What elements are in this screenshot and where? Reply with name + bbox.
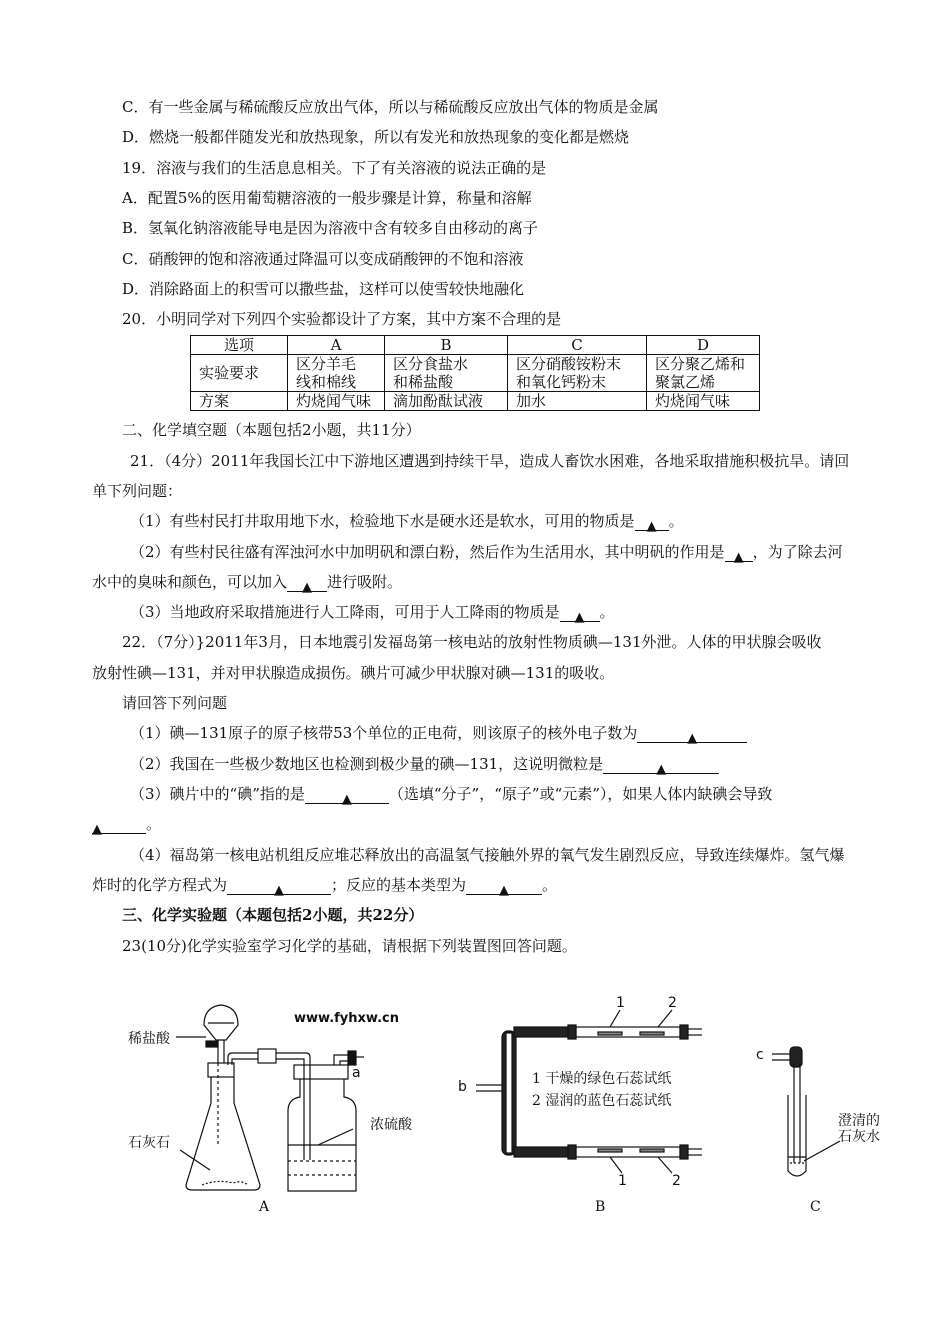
table-header-cell: C	[508, 336, 647, 355]
table-cell: 区分聚乙烯和 聚氯乙烯	[647, 355, 760, 392]
stopcock	[206, 1041, 218, 1047]
table-header-cell: B	[385, 336, 508, 355]
apparatus-c	[772, 1047, 840, 1176]
table-row	[191, 392, 760, 411]
section-heading: 二、化学填空题（本题包括2小题，共11分）	[122, 421, 421, 439]
label-limestone: 石灰石	[128, 1135, 170, 1151]
table-cell: 灼烧闻气味	[288, 392, 385, 411]
q21-stem-cont: 单下列问题：	[92, 482, 183, 500]
label-leader	[180, 1150, 210, 1170]
q18-option-c: C．有一些金属与稀硫酸反应放出气体，所以与稀硫酸反应放出气体的物质是金属	[122, 98, 659, 116]
q22-stem: 22．（7分）}2011年3月，日本地震引发福岛第一核电站的放射性物质碘—131外泄。人体的甲状腺会吸收	[122, 633, 822, 651]
label-leader	[804, 1141, 840, 1161]
q22-part2: （2）我国在一些极少数地区也检测到极少量的碘—131，这说明微粒是 ▲	[130, 754, 719, 774]
table-header-cell: 选项	[191, 336, 288, 355]
q21-part3: （3）当地政府采取措施进行人工降雨，可用于人工降雨的物质是 ▲ 。	[130, 603, 615, 625]
apparatus-b	[476, 1010, 702, 1173]
label-leader	[318, 1129, 353, 1145]
bottle-stopper	[294, 1065, 348, 1079]
caption-c: C	[810, 1199, 821, 1215]
answer-blank[interactable]: ▲	[560, 606, 600, 622]
answer-blank[interactable]: ▲	[635, 515, 669, 531]
label-conc-sulfuric-acid: 浓硫酸	[370, 1117, 412, 1133]
label-limewater-2: 石灰水	[838, 1129, 880, 1145]
label-b: b	[458, 1079, 467, 1095]
q19-stem: 19．溶液与我们的生活息息相关。下了有关溶液的说法正确的是	[122, 159, 547, 177]
answer-blank[interactable]: ▲	[637, 727, 747, 743]
answer-blank[interactable]: ▲	[466, 879, 542, 895]
apparatus-a	[176, 1005, 364, 1191]
gas-washing-bottle	[288, 1079, 356, 1191]
q21-part1: （1）有些村民打井取用地下水，检验地下水是硬水还是软水，可用的物质是 ▲ 。	[130, 512, 684, 534]
label-2-bottom: 2	[672, 1173, 681, 1189]
q22-part3: （3）碘片中的“碘”指的是 ▲ （选填“分子”，“原子”或“元素”），如果人体内缺碘会导致	[130, 785, 773, 807]
caption-a: A	[259, 1199, 270, 1215]
q22-stem-cont: 放射性碘—131，并对甲状腺造成损伤。碘片可减少甲状腺对碘—131的吸收。	[92, 664, 615, 682]
table-cell: 区分硝酸铵粉末 和氧化钙粉末	[508, 355, 647, 392]
q22-part1: （1）碘—131原子的原子核带53个单位的正电荷，则该原子的核外电子数为 ▲	[130, 723, 747, 743]
q21-part2: （2）有些村民往盛有浑浊河水中加明矾和漂白粉，然后作为生活用水，其中明矾的作用是 ▲ ，为了除去河	[130, 543, 843, 565]
litmus-paper-1	[598, 1032, 622, 1035]
q23-stem: 23(10分)化学实验室学习化学的基础，请根据下列装置图回答问题。	[122, 937, 577, 955]
delivery-tube	[228, 1053, 310, 1160]
label-1-bottom: 1	[618, 1173, 627, 1189]
answer-blank[interactable]: ▲	[725, 546, 753, 562]
answer-blank[interactable]: ▲	[287, 576, 327, 592]
q20-options-table	[190, 335, 760, 411]
table-header-cell: D	[647, 336, 760, 355]
label-limewater-1: 澄清的	[838, 1113, 880, 1129]
table-header-row	[191, 336, 760, 355]
answer-blank[interactable]: ▲	[603, 758, 719, 774]
test-tube	[788, 1095, 806, 1176]
q19-option-a: A．配置5%的医用葡萄糖溶液的一般步骤是计算，称量和溶解	[122, 189, 532, 207]
q22-part3-cont: ▲ 。	[92, 815, 162, 837]
q21-part2-cont: 水中的臭味和颜色，可以加入 ▲ 进行吸附。	[92, 573, 403, 595]
apparatus-diagram	[118, 985, 890, 1217]
label-c: c	[756, 1047, 764, 1063]
answer-blank[interactable]: ▲	[92, 818, 146, 834]
watermark: www.fyhxw.cn	[294, 1011, 399, 1026]
table-header-cell: A	[288, 336, 385, 355]
legend-dry-paper: 1 干燥的绿色石蕊试纸	[532, 1071, 672, 1087]
q19-option-d: D．消除路面上的积雪可以撒些盐，这样可以使雪较快地融化	[122, 280, 525, 298]
table-cell: 加水	[508, 392, 647, 411]
apparatus-figure	[118, 985, 890, 1217]
q22-part4: （4）福岛第一核电站机组反应堆芯释放出的高温氢气接触外界的氧气发生剧烈反应，导致连续爆炸。氢气爆	[130, 846, 845, 864]
label-1-top: 1	[616, 995, 625, 1011]
table-cell: 滴加酚酞试液	[385, 392, 508, 411]
flask-stopper	[208, 1063, 234, 1077]
answer-blank[interactable]: ▲	[227, 879, 331, 895]
q22-part4-cont: 炸时的化学方程式为 ▲ ；反应的基本类型为 ▲ 。	[92, 876, 558, 898]
q19-option-b: B．氢氧化钠溶液能导电是因为溶液中含有较多自由移动的离子	[122, 219, 539, 237]
litmus-paper-2	[640, 1032, 664, 1035]
table-cell: 区分羊毛 线和棉线	[288, 355, 385, 392]
label-a: a	[352, 1065, 361, 1081]
caption-b: B	[595, 1199, 606, 1215]
table-row	[191, 355, 760, 392]
legend-wet-paper: 2 湿润的蓝色石蕊试纸	[532, 1093, 672, 1109]
q21-stem: 21．（4分）2011年我国长江中下游地区遭遇到持续干旱，造成人畜饮水困难，各地采取措施积极抗旱。请回	[130, 452, 850, 470]
label-hydrochloric-acid: 稀盐酸	[128, 1031, 170, 1047]
q18-option-d: D．燃烧一般都伴随发光和放热现象，所以有发光和放热现象的变化都是燃烧	[122, 128, 630, 146]
table-cell: 区分食盐水 和稀盐酸	[385, 355, 508, 392]
table-row-label: 实验要求	[191, 355, 288, 392]
label-2-top: 2	[668, 995, 677, 1011]
table-row-label: 方案	[191, 392, 288, 411]
table-cell: 灼烧闻气味	[647, 392, 760, 411]
q22-prompt: 请回答下列问题	[122, 694, 228, 712]
q19-option-c: C．硝酸钾的饱和溶液通过降温可以变成硝酸钾的不饱和溶液	[122, 250, 524, 268]
section-heading: 三、化学实验题（本题包括2小题，共22分）	[122, 906, 424, 924]
conical-flask	[186, 1077, 260, 1190]
q20-stem: 20．小明同学对下列四个实验都设计了方案，其中方案不合理的是	[122, 310, 562, 328]
answer-blank[interactable]: ▲	[305, 788, 389, 804]
